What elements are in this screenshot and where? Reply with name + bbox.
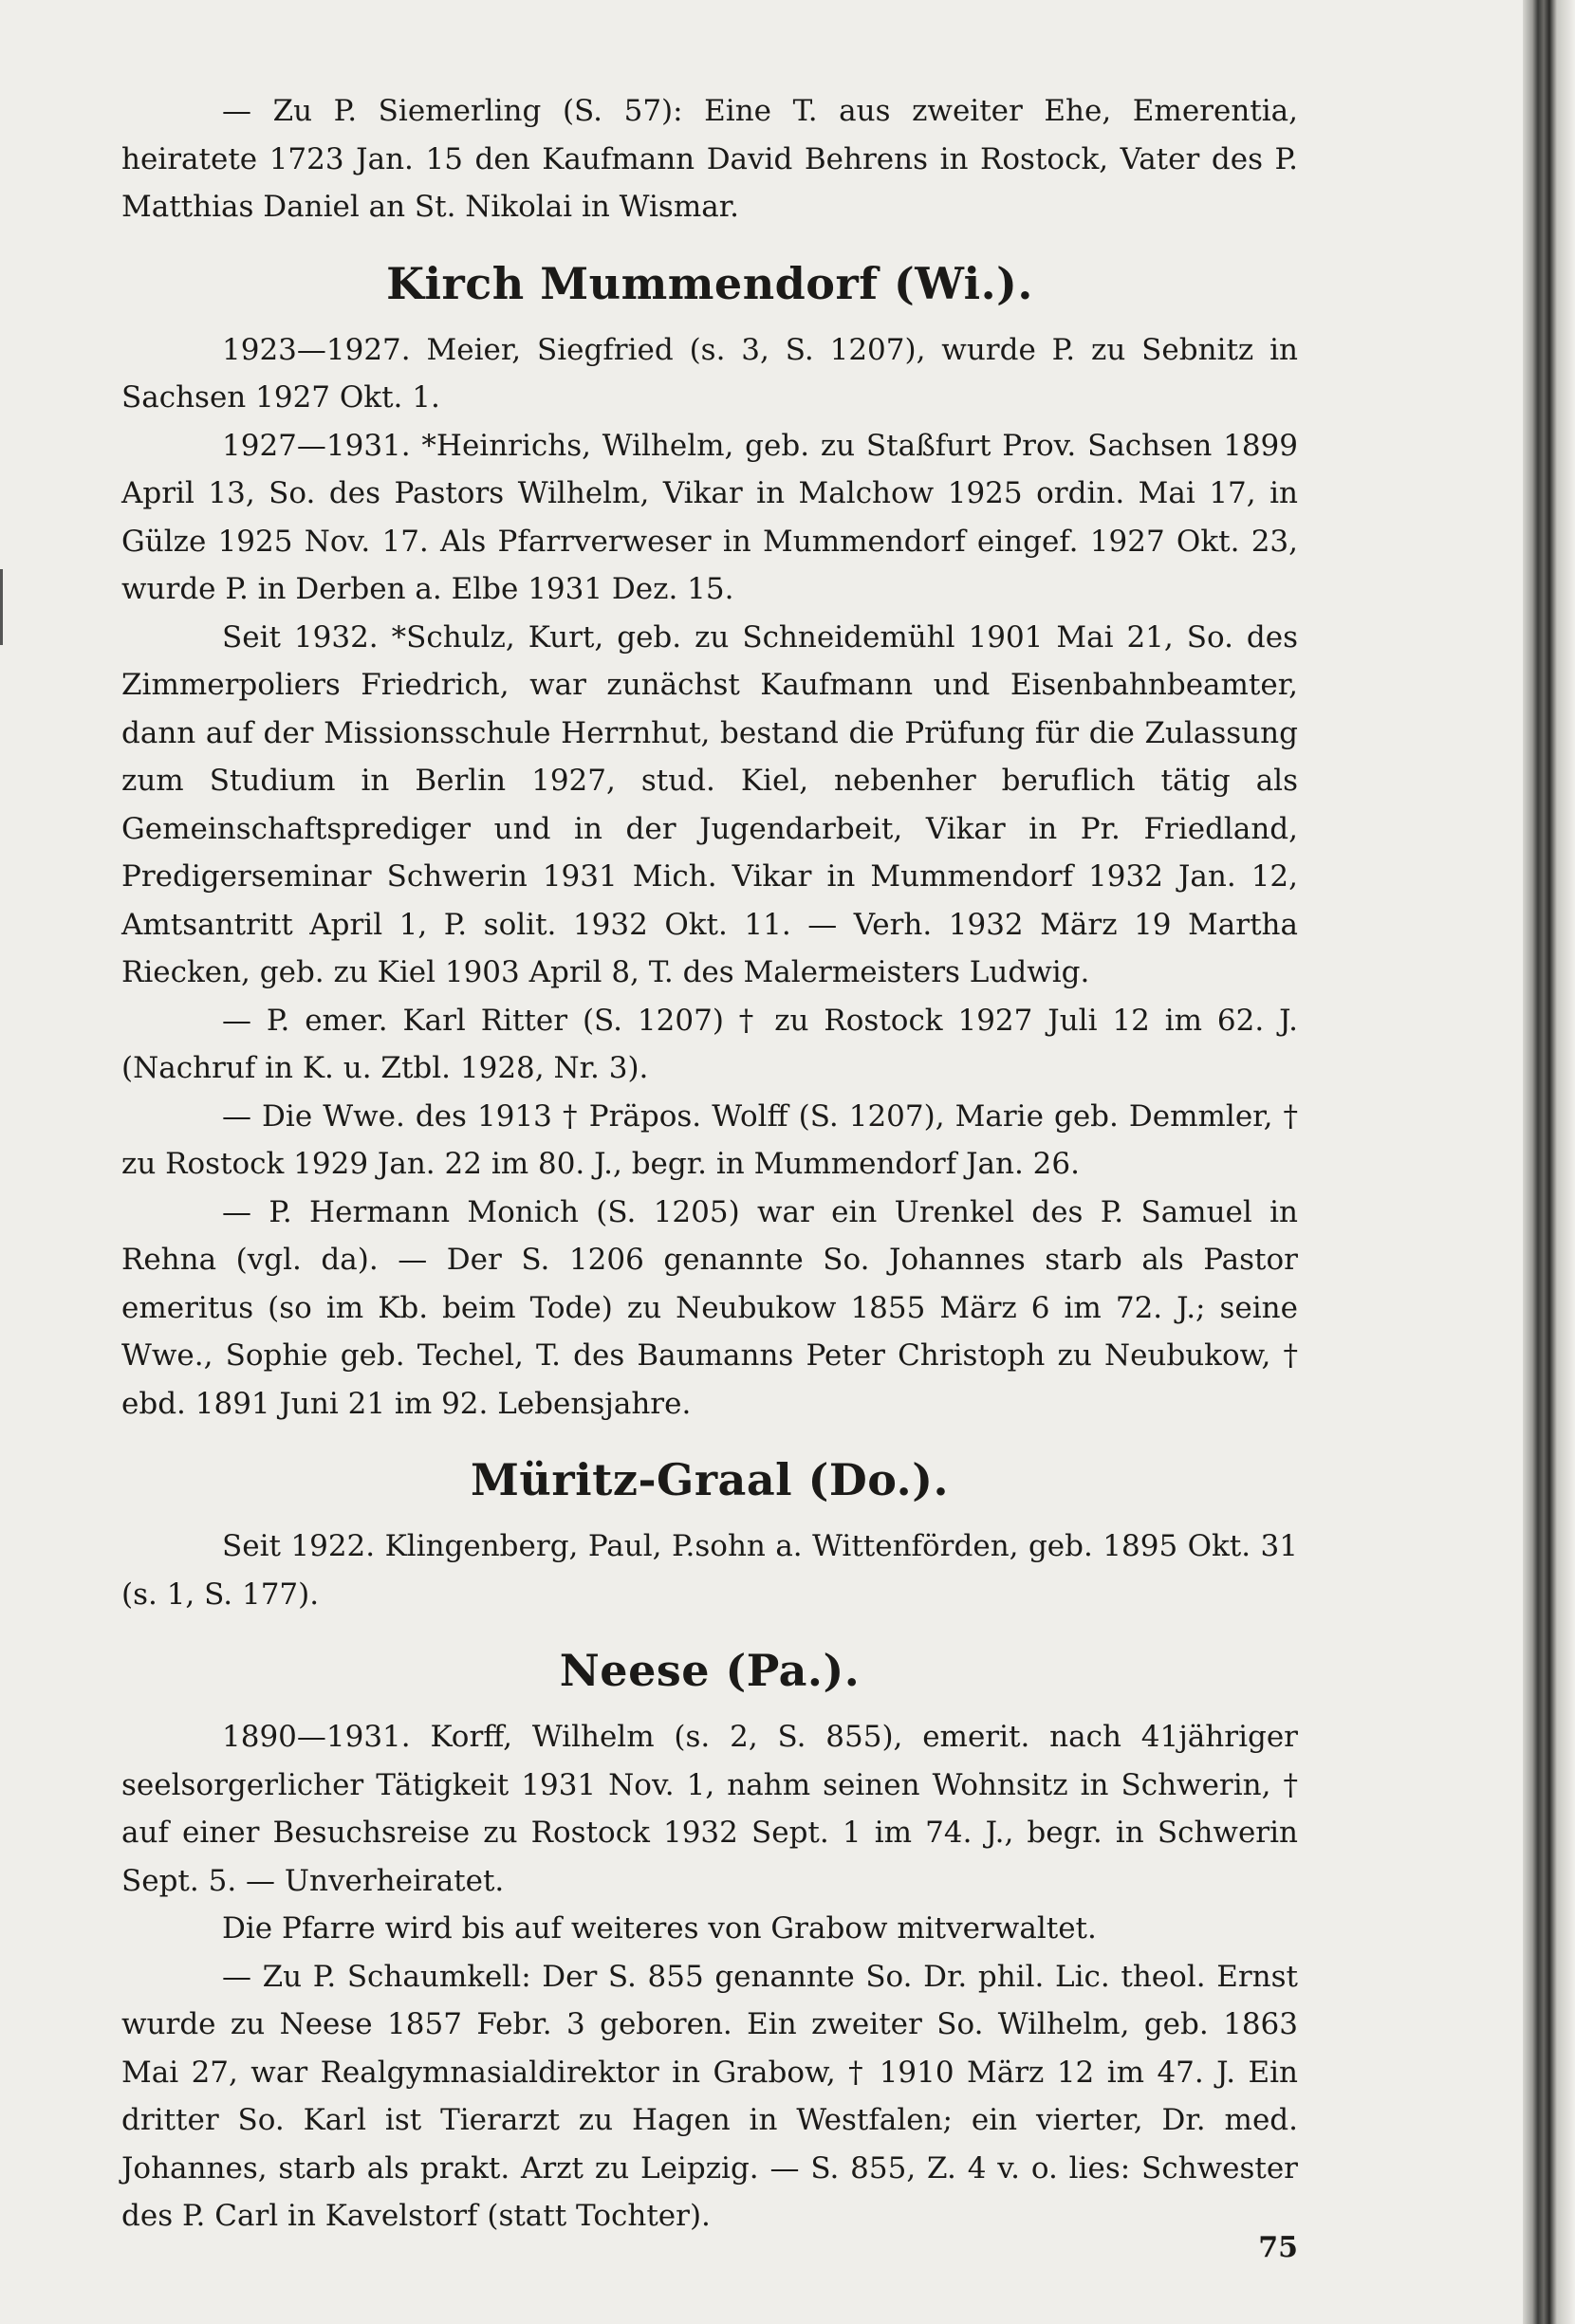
page-content (121, 87, 1298, 2241)
section-heading-neese: Neese (Pa.). (559, 1645, 861, 1696)
page-number: 75 (1258, 2231, 1298, 2264)
intro-paragraph: — Zu P. Siemerling (S. 57): Eine T. aus zweiter Ehe, Emerentia, heiratete 1723 Jan. 15 den Kaufmann David Behrens in Rostock, Vater des P. Matthias Daniel an St. Nikolai in Wismar. (121, 94, 1298, 224)
entry-paragraph: Seit 1932. *Schulz, Kurt, geb. zu Schneidemühl 1901 Mai 21, So. des Zimmerpoliers Friedrich, war zunächst Kaufmann und Eisenbahnbeamter, dann auf der Missionsschule Herrnhut, bestand die Prüfung für die Zulassung zum Studium in Berlin 1927, stud. Kiel, nebenher beruflich tätig als Gemeinschaftsprediger und in der Jugendarbeit, Vikar in Pr. Friedland, Predigerseminar Schwerin 1931 Mich. Vikar in Mummendorf 1932 Jan. 12, Amtsantritt April 1, P. solit. 1932 Okt. 11. — Verh. 1932 März 19 Martha Riecken, geb. zu Kiel 1903 April 8, T. des Malermeisters Ludwig. (121, 619, 1298, 989)
section-heading-mueritz-graal: Müritz-Graal (Do.). (471, 1454, 949, 1505)
entry-paragraph: 1890—1931. Korff, Wilhelm (s. 2, S. 855), emerit. nach 41jähriger seelsorgerlicher Tätigkeit 1931 Nov. 1, nahm seinen Wohnsitz in Schwerin, † auf einer Besuchsreise zu Rostock 1932 Sept. 1 im 74. J., begr. in Schwerin Sept. 5. — Unverheiratet. (121, 1720, 1298, 1898)
note-paragraph: — Zu P. Schaumkell: Der S. 855 genannte So. Dr. phil. Lic. theol. Ernst wurde zu Neese 1857 Febr. 3 geboren. Ein zweiter So. Wilhelm, geb. 1863 Mai 27, war Realgymnasialdirektor in Grabow, † 1910 März 12 im 47. J. Ein dritter So. Karl ist Tierarzt zu Hagen in Westfalen; ein vierter, Dr. med. Johannes, starb als prakt. Arzt zu Leipzig. — S. 855, Z. 4 v. o. lies: Schwester des P. Carl in Kavelstorf (statt Tochter). (121, 1959, 1298, 2233)
book-spine-edge (1523, 0, 1575, 2324)
scan-edge-mark (0, 569, 3, 645)
note-paragraph: Die Pfarre wird bis auf weiteres von Grabow mitverwaltet. (222, 1911, 1097, 1946)
entry-paragraph: 1927—1931. *Heinrichs, Wilhelm, geb. zu Staßfurt Prov. Sachsen 1899 April 13, So. des Pastors Wilhelm, Vikar in Malchow 1925 ordin. Mai 17, in Gülze 1925 Nov. 17. Als Pfarrverweser in Mummendorf eingef. 1927 Okt. 23, wurde P. in Derben a. Elbe 1931 Dez. 15. (121, 428, 1298, 606)
note-paragraph: — Die Wwe. des 1913 † Präpos. Wolff (S. 1207), Marie geb. Demmler, † zu Rostock 1929 Jan. 22 im 80. J., begr. in Mummendorf Jan. 26. (121, 1098, 1298, 1181)
section-heading-kirch-mummendorf: Kirch Mummendorf (Wi.). (386, 257, 1033, 309)
note-paragraph: — P. Hermann Monich (S. 1205) war ein Urenkel des P. Samuel in Rehna (vgl. da). — Der S. 1206 genannte So. Johannes starb als Pastor emeritus (so im Kb. beim Tode) zu Neubukow 1855 März 6 im 72. J.; seine Wwe., Sophie geb. Techel, T. des Baumanns Peter Christoph zu Neubukow, † ebd. 1891 Juni 21 im 92. Lebensjahre. (121, 1194, 1298, 1421)
entry-paragraph: 1923—1927. Meier, Siegfried (s. 3, S. 1207), wurde P. zu Sebnitz in Sachsen 1927 Okt. 1. (121, 332, 1298, 415)
entry-paragraph: Seit 1922. Klingenberg, Paul, P.sohn a. Wittenförden, geb. 1895 Okt. 31 (s. 1, S. 177). (121, 1529, 1298, 1612)
note-paragraph: — P. emer. Karl Ritter (S. 1207) † zu Rostock 1927 Juli 12 im 62. J. (Nachruf in K. u. Ztbl. 1928, Nr. 3). (121, 1003, 1298, 1085)
